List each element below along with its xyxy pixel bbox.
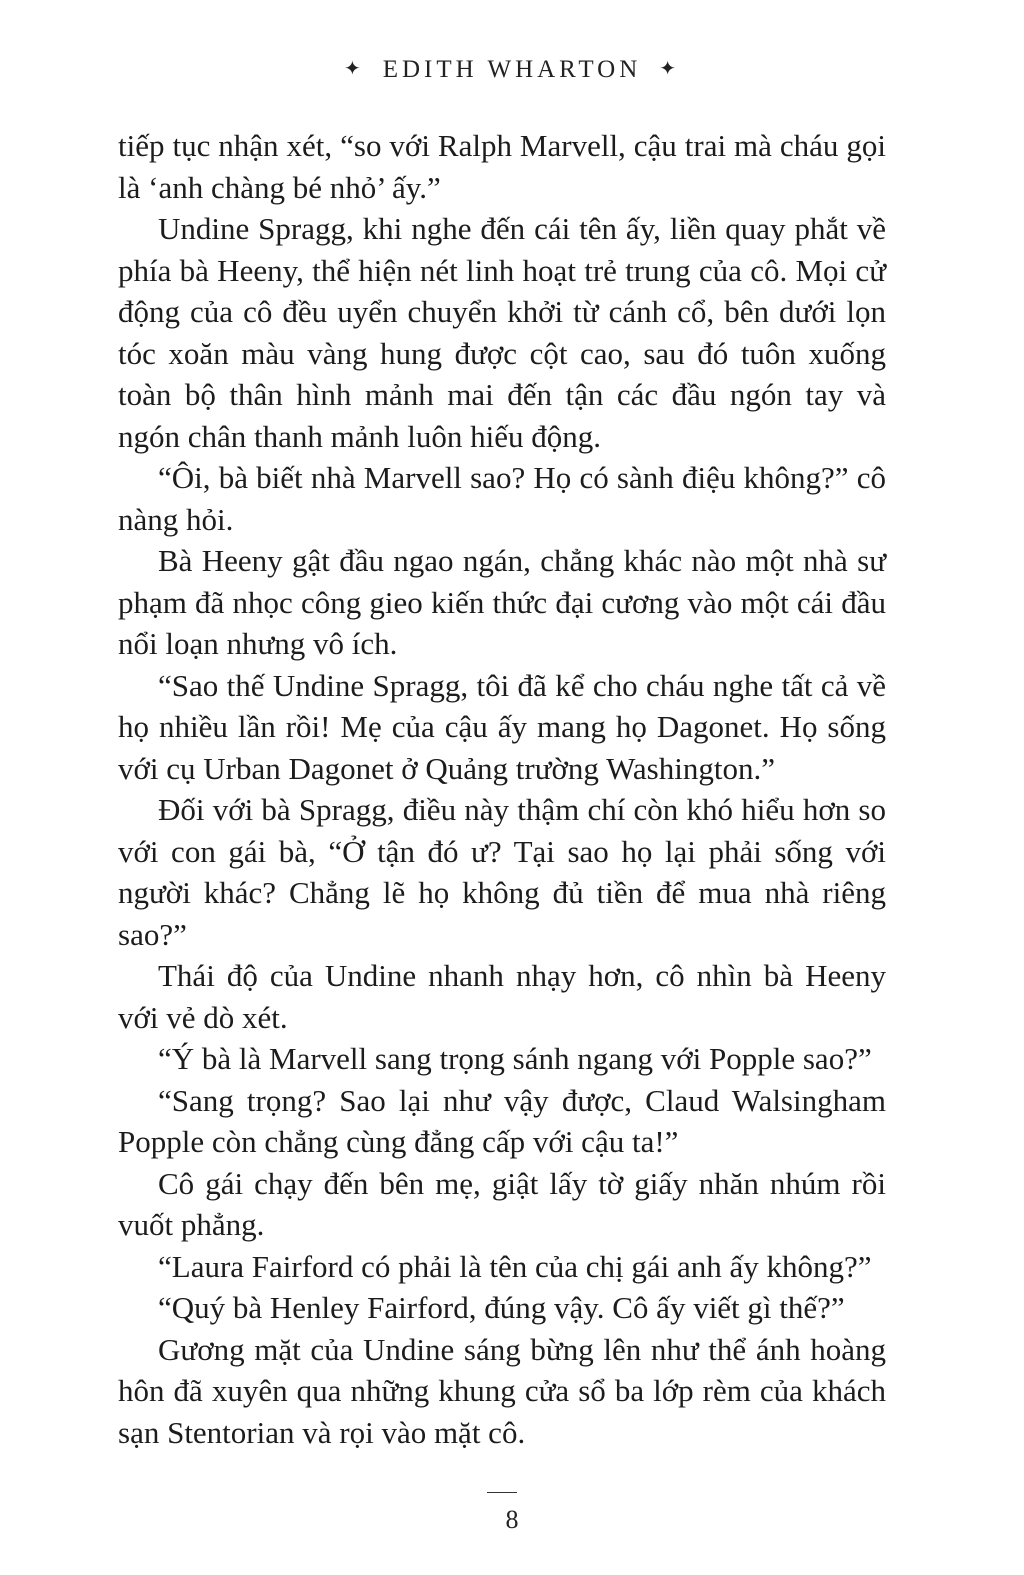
paragraph: “Laura Fairford có phải là tên của chị gái anh ấy không?” bbox=[158, 1248, 872, 1284]
paragraph: “Sao thế Undine Spragg, tôi đã kể cho cháu nghe tất cả về họ nhiều lần rồi! Mẹ của cậu ấy mang họ Dagonet. Họ sống với cụ Urban Dagonet ở Quảng trường Washington.” bbox=[118, 667, 886, 786]
paragraph: Bà Heeny gật đầu ngao ngán, chẳng khác nào một nhà sư phạm đã nhọc công gieo kiến thức đại cương vào một cái đầu nổi loạn nhưng vô ích. bbox=[118, 543, 886, 661]
paragraph: Cô gái chạy đến bên mẹ, giật lấy tờ giấy nhăn nhúm rồi vuốt phẳng. bbox=[118, 1165, 886, 1242]
running-header-title: EDITH WHARTON bbox=[382, 56, 642, 83]
ornament-left-icon: ✦ bbox=[343, 58, 365, 80]
paragraph: “Ôi, bà biết nhà Marvell sao? Họ có sành điệu không?” cô nàng hỏi. bbox=[118, 460, 886, 537]
paragraph: “Sang trọng? Sao lại như vậy được, Claud Walsingham Popple còn chẳng cùng đẳng cấp với cậu ta!” bbox=[118, 1082, 886, 1159]
paragraph: Undine Spragg, khi nghe đến cái tên ấy, liền quay phắt về phía bà Heeny, thể hiện nét linh hoạt trẻ trung của cô. Mọi cử động của cô đều uyển chuyển khởi từ cánh cổ, bên dưới lọn tóc xoăn màu vàng hung được cột cao, sau đó tuôn xuống toàn bộ thân hình mảnh mai đến tận các đầu ngón tay và ngón chân thanh mảnh luôn hiếu động. bbox=[118, 211, 886, 454]
ornament-right-icon: ✦ bbox=[659, 58, 681, 80]
page-number: 8 bbox=[505, 1505, 519, 1534]
paragraph: tiếp tục nhận xét, “so với Ralph Marvell, cậu trai mà cháu gọi là ‘anh chàng bé nhỏ’ ấy.” bbox=[118, 128, 886, 205]
page-number-rule bbox=[487, 1492, 517, 1493]
paragraph: Thái độ của Undine nhanh nhạy hơn, cô nhìn bà Heeny với vẻ dò xét. bbox=[118, 958, 886, 1035]
paragraph: Đối với bà Spragg, điều này thậm chí còn khó hiểu hơn so với con gái bà, “Ở tận đó ư? Tại sao họ lại phải sống với người khác? Chẳng lẽ họ không đủ tiền để mua nhà riêng sao?” bbox=[118, 792, 886, 952]
paragraph: “Ý bà là Marvell sang trọng sánh ngang với Popple sao?” bbox=[158, 1041, 872, 1076]
running-header bbox=[0, 56, 1024, 84]
paragraph: Gương mặt của Undine sáng bừng lên như thể ánh hoàng hôn đã xuyên qua những khung cửa sổ ba lớp rèm của khách sạn Stentorian và rọi vào mặt cô. bbox=[118, 1331, 886, 1450]
paragraph: “Quý bà Henley Fairford, đúng vậy. Cô ấy viết gì thế?” bbox=[158, 1290, 845, 1325]
body-text bbox=[118, 125, 886, 1453]
